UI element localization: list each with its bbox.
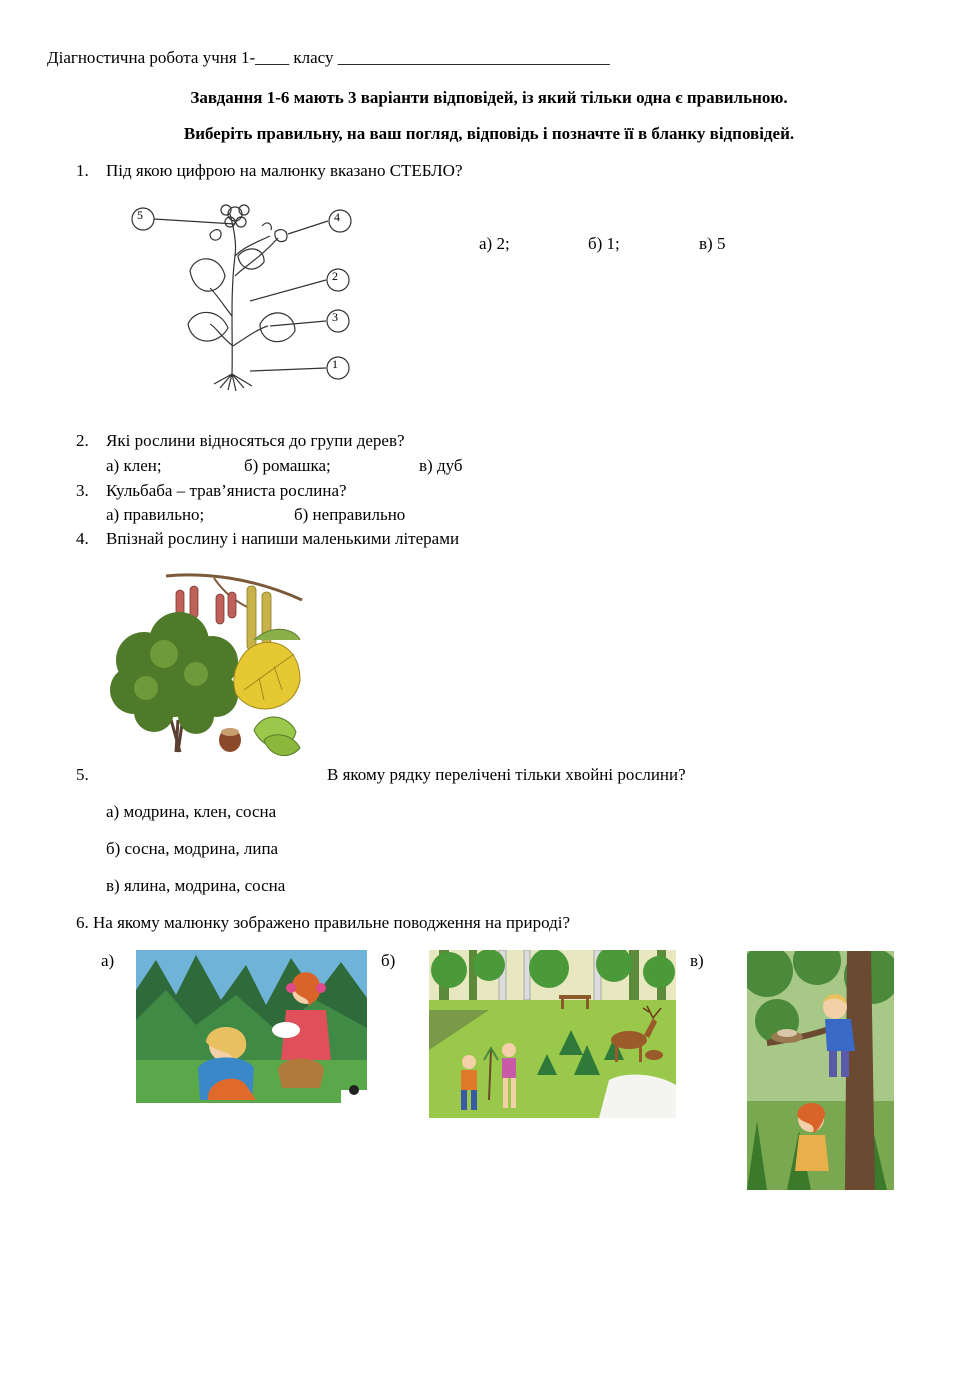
q4-number: 4. — [76, 529, 89, 548]
q2-option-b[interactable]: б) ромашка; — [244, 456, 331, 475]
q5-option-c[interactable]: в) ялина, модрина, сосна — [106, 876, 286, 895]
q5-number: 5. — [76, 765, 89, 784]
header-line: Діагностична робота учня 1-____ класу ________________________________ — [47, 48, 610, 67]
instruction-1: Завдання 1-6 мають 3 варіанти відповідей, із який тільки одна є правильною. — [190, 88, 788, 107]
diagram-label-2: 2 — [332, 269, 338, 283]
q6-label-b[interactable]: б) — [381, 951, 396, 970]
q1-option-b[interactable]: б) 1; — [588, 234, 620, 253]
q1-number: 1. — [76, 161, 89, 180]
diagram-label-5: 5 — [137, 208, 143, 222]
q3-number: 3. — [76, 481, 89, 500]
q2-number: 2. — [76, 431, 89, 450]
q1-option-c[interactable]: в) 5 — [699, 234, 726, 253]
q3-option-a[interactable]: а) правильно; — [106, 505, 205, 524]
diagram-label-4: 4 — [334, 210, 340, 224]
q3-text: Кульбаба – трав’яниста рослина? — [106, 481, 347, 500]
instruction-2: Виберіть правильну, на ваш погляд, відповідь і позначте її в бланку відповідей. — [183, 124, 795, 143]
picture-a-flower-picking[interactable] — [136, 950, 367, 1103]
q4-text: Впізнай рослину і напиши маленькими літерами — [106, 529, 460, 548]
q1-option-a[interactable]: а) 2; — [479, 234, 510, 253]
q6-text: 6. На якому малюнку зображено правильне поводження на природі? — [76, 913, 570, 932]
plant-diagram — [120, 196, 365, 394]
diagram-label-1: 1 — [332, 357, 338, 371]
q6-label-c[interactable]: в) — [690, 951, 704, 970]
q3-option-b[interactable]: б) неправильно — [294, 505, 406, 524]
q2-option-c[interactable]: в) дуб — [419, 456, 463, 475]
q5-text: В якому рядку перелічені тільки хвойні рослини? — [327, 765, 686, 784]
picture-c-boy-climbing-tree[interactable] — [747, 951, 894, 1190]
q5-option-b[interactable]: б) сосна, модрина, липа — [106, 839, 279, 858]
q1-text: Під якою цифрою на малюнку вказано СТЕБЛО? — [106, 161, 463, 180]
q2-text: Які рослини відносяться до групи дерев? — [106, 431, 405, 450]
diagram-label-3: 3 — [332, 310, 338, 324]
picture-b-tree-planting[interactable] — [429, 950, 676, 1118]
q6-label-a[interactable]: а) — [101, 951, 115, 970]
q2-option-a[interactable]: а) клен; — [106, 456, 162, 475]
q5-option-a[interactable]: а) модрина, клен, сосна — [106, 802, 277, 821]
hazel-illustration — [104, 570, 304, 762]
